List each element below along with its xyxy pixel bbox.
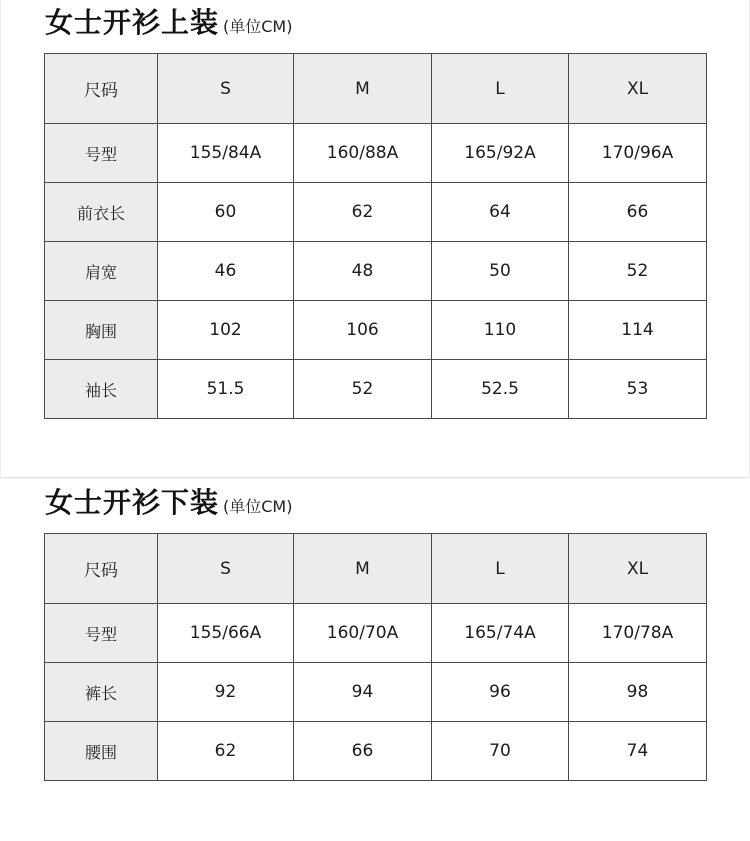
table-cell: 155/84A (158, 124, 294, 183)
table-cell: 92 (158, 663, 294, 722)
table-cell: 165/74A (432, 604, 569, 663)
tops-unit-label: (单位CM) (223, 17, 293, 36)
tops-size-table (44, 53, 707, 419)
table-row (45, 183, 707, 242)
header-cell: M (294, 54, 432, 124)
tops-title (45, 1, 292, 41)
table-row (45, 604, 707, 663)
table-cell: 52.5 (432, 360, 569, 419)
row-label: 裤长 (45, 663, 158, 722)
table-cell: 51.5 (158, 360, 294, 419)
table-cell: 53 (569, 360, 707, 419)
header-cell: XL (569, 534, 707, 604)
table-cell: 96 (432, 663, 569, 722)
header-cell: XL (569, 54, 707, 124)
table-cell: 170/78A (569, 604, 707, 663)
table-header-row (45, 54, 707, 124)
row-label: 腰围 (45, 722, 158, 781)
header-cell: L (432, 54, 569, 124)
table-cell: 94 (294, 663, 432, 722)
header-cell: S (158, 54, 294, 124)
table-cell: 110 (432, 301, 569, 360)
row-label: 袖长 (45, 360, 158, 419)
row-label: 肩宽 (45, 242, 158, 301)
table-cell: 114 (569, 301, 707, 360)
table-cell: 70 (432, 722, 569, 781)
tops-title-text: 女士开衫上装 (45, 6, 220, 39)
table-cell: 160/88A (294, 124, 432, 183)
table-cell: 52 (294, 360, 432, 419)
table-row (45, 722, 707, 781)
table-cell: 106 (294, 301, 432, 360)
table-row (45, 360, 707, 419)
bottoms-size-table (44, 533, 707, 781)
bottoms-unit-label: (单位CM) (223, 497, 293, 516)
table-row (45, 663, 707, 722)
bottoms-title (45, 481, 292, 521)
table-cell: 155/66A (158, 604, 294, 663)
table-cell: 102 (158, 301, 294, 360)
table-cell: 74 (569, 722, 707, 781)
row-label: 号型 (45, 604, 158, 663)
table-cell: 170/96A (569, 124, 707, 183)
header-cell: M (294, 534, 432, 604)
table-cell: 60 (158, 183, 294, 242)
table-cell: 165/92A (432, 124, 569, 183)
row-label: 号型 (45, 124, 158, 183)
table-cell: 48 (294, 242, 432, 301)
header-cell: L (432, 534, 569, 604)
row-label: 胸围 (45, 301, 158, 360)
table-row (45, 242, 707, 301)
table-cell: 62 (158, 722, 294, 781)
table-cell: 46 (158, 242, 294, 301)
row-label: 前衣长 (45, 183, 158, 242)
table-header-row (45, 534, 707, 604)
table-cell: 98 (569, 663, 707, 722)
table-cell: 52 (569, 242, 707, 301)
table-cell: 62 (294, 183, 432, 242)
table-cell: 66 (569, 183, 707, 242)
header-cell: 尺码 (45, 534, 158, 604)
table-cell: 160/70A (294, 604, 432, 663)
table-cell: 50 (432, 242, 569, 301)
bottoms-title-text: 女士开衫下装 (45, 486, 220, 519)
header-cell: S (158, 534, 294, 604)
table-cell: 64 (432, 183, 569, 242)
table-cell: 66 (294, 722, 432, 781)
table-row (45, 301, 707, 360)
header-cell: 尺码 (45, 54, 158, 124)
table-row (45, 124, 707, 183)
